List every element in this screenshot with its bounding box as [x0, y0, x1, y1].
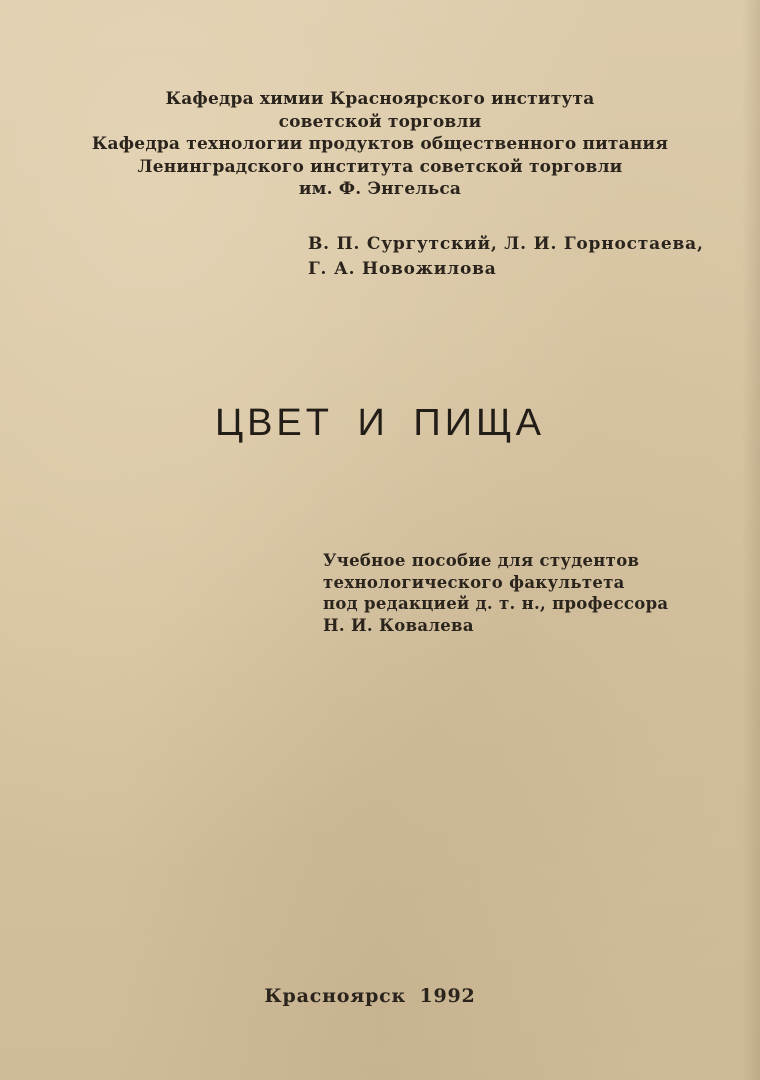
institution-line: Ленинградского института советской торговли — [137, 156, 623, 177]
institution-line: Кафедра химии Красноярского института — [165, 89, 595, 109]
author-line: Г. А. Новожилова — [308, 259, 497, 279]
institution-block — [0, 88, 760, 201]
book-title: ЦВЕТ И ПИЩА — [214, 402, 546, 444]
description-block — [323, 550, 668, 636]
imprint: Красноярск 1992 — [264, 985, 476, 1007]
authors-block — [308, 232, 704, 282]
author-line: В. П. Сургутский, Л. И. Горностаева, — [308, 234, 704, 254]
institution-line: Кафедра технологии продуктов общественного питания — [91, 134, 669, 154]
description-line: Н. И. Ковалева — [323, 615, 474, 635]
description-line: технологического факультета — [323, 572, 625, 592]
description-line: Учебное пособие для студентов — [323, 551, 640, 570]
institution-line: им. Ф. Энгельса — [298, 179, 462, 199]
institution-line: советской торговли — [278, 111, 482, 132]
description-line: под редакцией д. т. н., профессора — [323, 594, 669, 613]
